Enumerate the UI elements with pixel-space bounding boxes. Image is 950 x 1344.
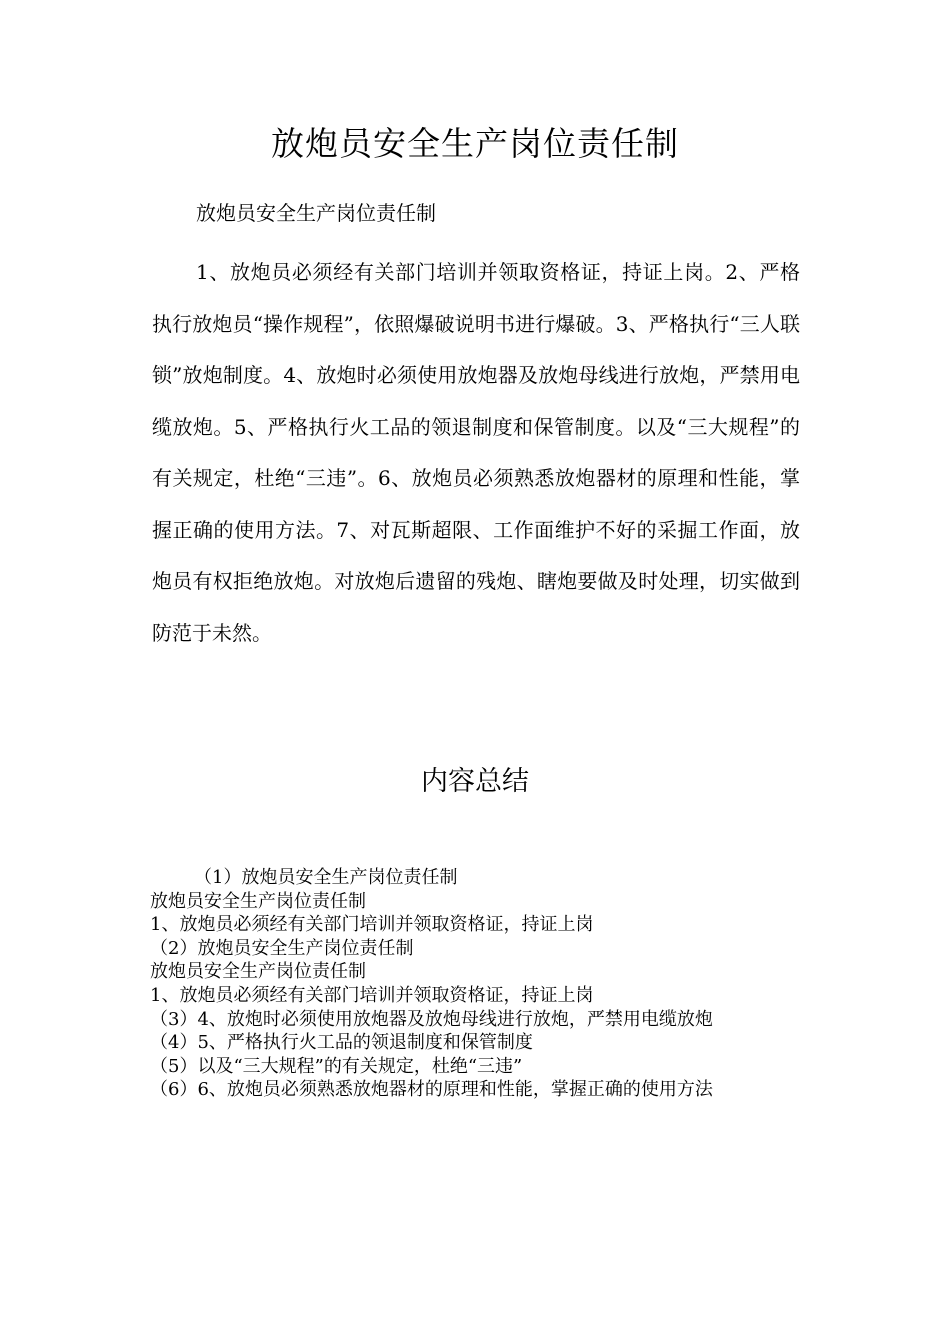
document-subtitle: 放炮员安全生产岗位责任制 bbox=[196, 201, 436, 225]
summary-line: 放炮员安全生产岗位责任制 bbox=[150, 961, 366, 983]
document-title: 放炮员安全生产岗位责任制 bbox=[271, 124, 679, 163]
summary-heading: 内容总结 bbox=[421, 766, 529, 797]
summary-line: （6）6、放炮员必须熟悉放炮器材的原理和性能，掌握正确的使用方法 bbox=[150, 1079, 713, 1101]
summary-line: （4）5、严格执行火工品的领退制度和保管制度 bbox=[150, 1032, 533, 1054]
summary-line: （1）放炮员安全生产岗位责任制 bbox=[194, 867, 458, 888]
summary-line: 1、放炮员必须经有关部门培训并领取资格证，持证上岗 bbox=[150, 914, 594, 936]
summary-line: 1、放炮员必须经有关部门培训并领取资格证，持证上岗 bbox=[150, 984, 594, 1006]
summary-list bbox=[150, 866, 830, 1102]
summary-line: （2）放炮员安全生产岗位责任制 bbox=[150, 937, 414, 959]
summary-line: （5）以及“三大规程”的有关规定，杜绝“三违” bbox=[150, 1055, 523, 1077]
summary-line: （3）4、放炮时必须使用放炮器及放炮母线进行放炮，严禁用电缆放炮 bbox=[150, 1008, 713, 1030]
body-paragraph: 1、放炮员必须经有关部门培训并领取资格证，持证上岗。2、严格执行放炮员“操作规程”，依照爆破说明书进行爆破。3、严格执行“三人联锁”放炮制度。4、放炮时必须使用放炮器及放炮母线进行放炮，严禁用电缆放炮。5、严格执行火工品的领退制度和保管制度。以及“三大规程”的有关规定，杜绝“三违”。6、放炮员必须熟悉放炮器材的原理和性能，掌握正确的使用方法。7、对瓦斯超限、工作面维护不好的采掘工作面，放炮员有权拒绝放炮。对放炮后遗留的残炮、瞎炮要做及时处理，切实做到防范于未然。 bbox=[152, 260, 800, 645]
summary-line: 放炮员安全生产岗位责任制 bbox=[150, 890, 366, 912]
